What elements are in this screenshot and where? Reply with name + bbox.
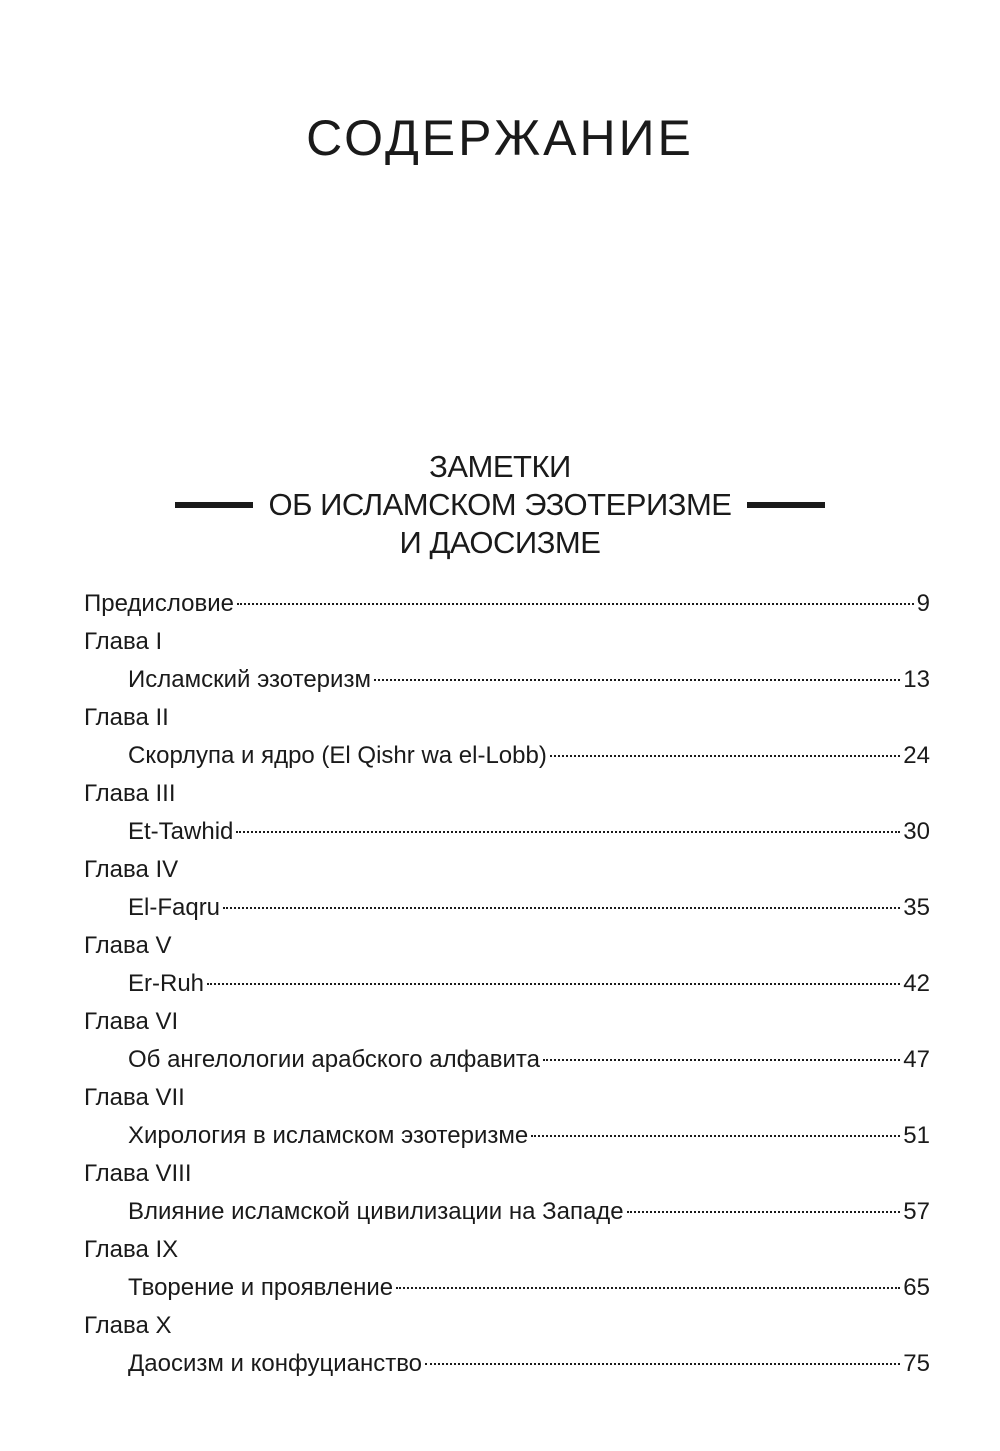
toc-page-number: 35 <box>903 894 930 921</box>
toc-entry-label: Исламский эзотеризм <box>128 666 371 693</box>
toc-entry[interactable] <box>84 1117 930 1155</box>
section-heading-line-1: ЗАМЕТКИ <box>429 449 571 484</box>
dot-leader <box>223 907 900 909</box>
toc-entry-label: Влияние исламской цивилизации на Западе <box>128 1198 624 1225</box>
dot-leader <box>425 1363 900 1365</box>
chapter-heading: Глава II <box>84 704 169 731</box>
toc-entry[interactable] <box>84 813 930 851</box>
dot-leader <box>396 1287 900 1289</box>
toc-entry[interactable] <box>84 965 930 1003</box>
toc-entry[interactable] <box>84 661 930 699</box>
toc-entry-label: Об ангелологии арабского алфавита <box>128 1046 540 1073</box>
toc-entry-label: Предисловие <box>84 590 234 617</box>
toc-entry-label: Et-Tawhid <box>128 818 234 845</box>
toc-entry[interactable] <box>84 889 930 927</box>
toc-page-number: 57 <box>903 1198 930 1225</box>
chapter-heading: Глава IX <box>84 1236 179 1263</box>
toc-entry-label: Скорлупа и ядро (El Qishr wa el-Lobb) <box>128 742 547 769</box>
section-heading-line-2: ОБ ИСЛАМСКОМ ЭЗОТЕРИЗМЕ <box>268 487 732 522</box>
chapter-heading: Глава X <box>84 1312 172 1339</box>
dot-leader <box>543 1059 900 1061</box>
toc-page-number: 47 <box>903 1046 930 1073</box>
toc-entry[interactable] <box>84 1041 930 1079</box>
toc-entry-label: Хирология в исламском эзотеризме <box>128 1122 529 1149</box>
toc-page-number: 24 <box>903 742 930 769</box>
left-rule <box>175 502 253 508</box>
toc-entry-label: Er-Ruh <box>128 970 205 997</box>
toc-entry[interactable] <box>84 737 930 775</box>
chapter-heading: Глава V <box>84 932 172 959</box>
chapter-heading: Глава VI <box>84 1008 179 1035</box>
toc-entry-label: Даосизм и конфуцианство <box>128 1350 423 1377</box>
toc-entry-label: El-Faqru <box>128 894 221 921</box>
chapter-heading: Глава III <box>84 780 176 807</box>
dot-leader <box>550 755 900 757</box>
toc-entry[interactable] <box>84 1345 930 1383</box>
toc-page-number: 9 <box>916 590 930 617</box>
toc-entry[interactable] <box>84 1269 930 1307</box>
chapter-heading: Глава VIII <box>84 1160 192 1187</box>
chapter-heading: Глава I <box>84 628 163 655</box>
table-of-contents <box>84 585 930 1383</box>
right-rule <box>747 502 825 508</box>
toc-page-number: 65 <box>903 1274 930 1301</box>
toc-entry[interactable] <box>84 1193 930 1231</box>
toc-page-number: 51 <box>903 1122 930 1149</box>
section-heading <box>0 448 1000 562</box>
section-heading-line-3: И ДАОСИЗМЕ <box>399 525 601 560</box>
toc-page-number: 42 <box>903 970 930 997</box>
chapter-heading: Глава VII <box>84 1084 185 1111</box>
page-title: СОДЕРЖАНИЕ <box>306 110 694 166</box>
dot-leader <box>374 679 900 681</box>
dot-leader <box>531 1135 900 1137</box>
toc-entry-preface[interactable] <box>84 585 930 623</box>
dot-leader <box>236 831 900 833</box>
toc-page-number: 13 <box>903 666 930 693</box>
dot-leader <box>237 603 914 605</box>
dot-leader <box>627 1211 901 1213</box>
toc-entry-label: Творение и проявление <box>128 1274 394 1301</box>
section-heading-line-2-wrap <box>0 486 1000 524</box>
dot-leader <box>207 983 900 985</box>
toc-page-number: 30 <box>903 818 930 845</box>
chapter-heading: Глава IV <box>84 856 179 883</box>
toc-page-number: 75 <box>903 1350 930 1377</box>
